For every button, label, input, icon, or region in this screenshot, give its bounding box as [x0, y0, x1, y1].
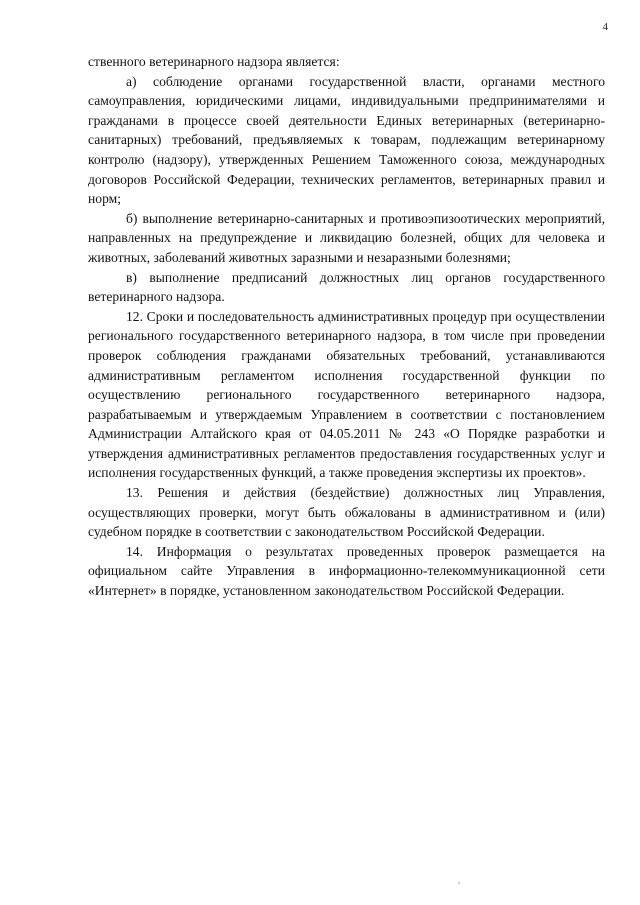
- paragraph-item-a: а) соблюдение органами государственной власти, органами местного самоуправления, юридическими лицами, индивидуальными предпринимателями и гражданами в процессе своей деятельности Единых ветеринарных (ветеринарно-санитарных) требований, предъявляемых к товарам, подлежащим ветеринарному контролю (надзору), утвержденных Решением Таможенного союза, международных договоров Российской Федерации, технических регламентов, ветеринарных правил и норм;: [88, 73, 605, 207]
- paragraph-continuation: ственного ветеринарного надзора является:: [88, 54, 340, 69]
- paragraph-item-c: в) выполнение предписаний должностных лиц органов государственного ветеринарного надзора.: [88, 269, 605, 305]
- page-number: 4: [602, 21, 608, 33]
- document-body: [88, 52, 605, 601]
- paragraph-14: 14. Информация о результатах проведенных проверок размещается на официальном сайте Управления в информационно-телекоммуникационной сети «Интернет» в порядке, установленном законодательством Российской Федерации.: [88, 543, 605, 599]
- paragraph-13: 13. Решения и действия (бездействие) должностных лиц Управления, осуществляющих проверки, могут быть обжалованы в административном и (или) судебном порядке в соответствии с законодательством Российской Федерации.: [88, 485, 605, 540]
- paragraph-12: 12. Сроки и последовательность административных процедур при осуществлении регионального государственного ветеринарного надзора, в том числе при проведении проверок соблюдения гражданами обязательных требований, устанавливаются административным регламентом исполнения государственной функции по осуществлению регионального государственного ветеринарного надзора, разрабатываемым и утверждаемым Управлением в соответствии с постановлением Администрации Алтайского края от 04.05.2011 № 243 «О Порядке разработки и утверждения административных регламентов предоставления государственных услуг и исполнения государственных функций, а также проведения экспертизы их проектов».: [88, 308, 605, 481]
- paragraph-item-b: б) выполнение ветеринарно-санитарных и противоэпизоотических мероприятий, направленных на предупреждение и ликвидацию болезней, общих для человека и животных, заболеваний животных заразными и незаразными болезнями;: [88, 210, 605, 265]
- scan-speck: [458, 882, 460, 884]
